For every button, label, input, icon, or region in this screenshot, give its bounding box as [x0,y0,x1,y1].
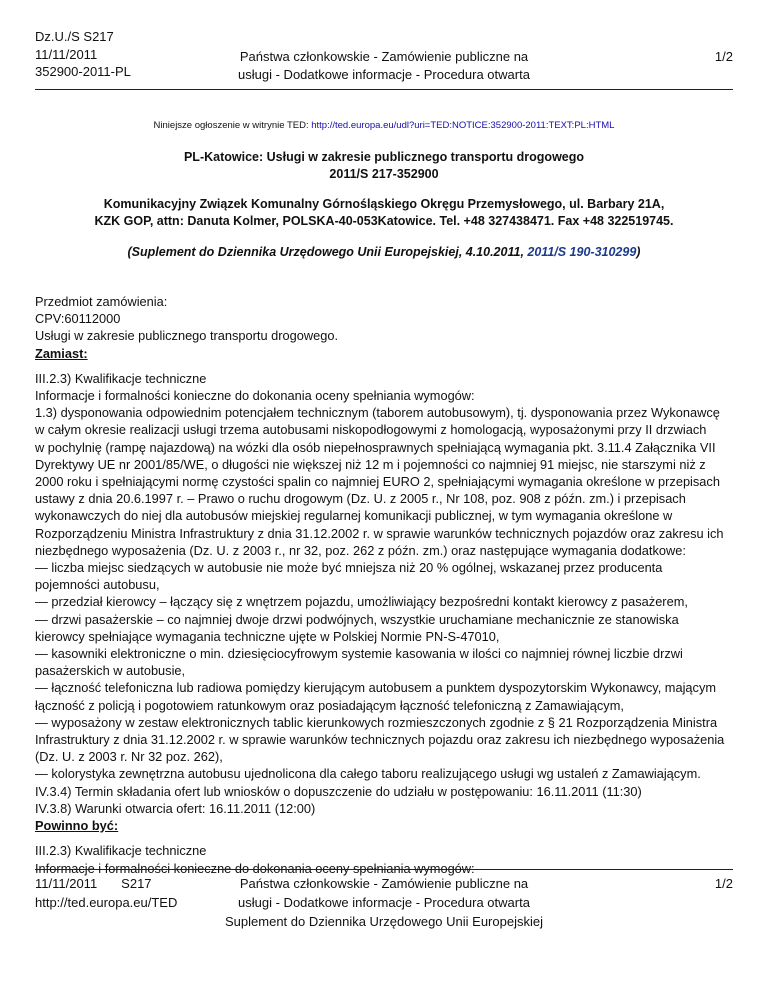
header-center [35,48,733,83]
footer-center [35,874,733,931]
header-notice-no: 352900-2011-PL [35,64,131,79]
footer-page-number: 1/2 [714,876,733,891]
instead-section-line: 2000 roku i spełniającymi normę czystości spalin co najmniej EURO 2, spełniającymi wymagania określone w przepisach [35,474,720,490]
footer-center-line2: usługi - Dodatkowe informacje - Procedura otwarta [238,895,530,910]
header-center-line2: usługi - Dodatkowe informacje - Procedura otwarta [238,66,530,82]
instead-section-line: kierowcy spełniające wymagania techniczne ujęte w Polskiej Normie PN-S-47010, [35,628,500,644]
should-section-heading: III.2.3) Kwalifikacje techniczne [35,843,207,859]
instead-section-line: pasażerskich w autobusie, [35,663,186,679]
supplement-prefix: (Suplement do Dziennika Urzędowego Unii Europejskiej, 4.10.2011, [127,245,528,259]
instead-section-text [35,404,733,817]
instead-section-line: pojemności autobusu, [35,577,160,593]
instead-label: Zamiast: [35,345,88,361]
instead-section-line: 1.3) dysponowania odpowiednim potencjałem technicznym (taborem autobusowym), tj. dysponowania przez Wykonawcę [35,405,720,421]
contracting-authority [0,196,768,230]
supplement-suffix: ) [636,245,641,259]
footer-divider [35,869,733,870]
instead-section-line: — kasowniki elektroniczne o min. dziesięciocyfrowym systemie kasowania w ilości co najmniej równej liczbie drzwi [35,646,683,662]
instead-section-line: ustawy z dnia 20.6.1997 r. – Prawo o ruchu drogowym (Dz. U. z 2005 r., Nr 108, poz. 908 z późn. zm.) i przepisach [35,491,686,507]
footer-code: S217 [121,876,152,891]
notice-title [0,149,768,183]
should-section-subheading: Informacje i formalności konieczne do dokonania oceny spełniania wymogów: [35,860,475,876]
instead-section-line: (Dz. U. z 2003 r. Nr 32 poz. 262), [35,749,223,765]
footer-center-line1: Państwa członkowskie - Zamówienie publiczne na [239,876,529,891]
notice-body [35,293,733,877]
ted-notice [0,120,768,131]
instead-section-subheading: Informacje i formalności konieczne do dokonania oceny spełniania wymogów: [35,388,475,404]
instead-section-line: Dyrektywy UE nr 2001/85/WE, o długości nie większej niż 12 m i pojemności co najmniej 91 miejsc, nie starszymi niż z [35,456,706,472]
instead-section-line: IV.3.4) Termin składania ofert lub wniosków o dopuszczenie do udziału w postępowaniu: 16.11.2011 (11:30) [35,783,642,799]
instead-section-line: — drzwi pasażerskie – co najmniej dwoje drzwi podwójnych, wszystkie uruchamiane mechanicznie ze stanowiska [35,611,679,627]
subject-description: Usługi w zakresie publicznego transportu drogowego. [35,328,339,344]
header-divider [35,89,733,90]
notice-title-line2: 2011/S 217-352900 [329,167,439,181]
subject-label: Przedmiot zamówienia: [35,294,168,309]
instead-section-line: w całym okresie realizacji usługi trzema autobusami niskopodłogowymi z homologacją, wyposażonymi przy II drzwiach [35,422,707,438]
page-header [35,28,733,86]
instead-section-line: wykonawczych do niej dla autobusów miejskiej regularnej komunikacji publicznej, w tym wymagania określone w [35,508,673,524]
instead-section-line: Infrastruktury z dnia 31.12.2002 r. w sprawie warunków technicznych pojazdu oraz zakresu ich niezbędnego wyposażenia [35,732,725,748]
page-footer [35,874,733,934]
instead-section-line: — liczba miejsc siedzących w autobusie nie może być mniejsza niż 20 % ogólnej, wskazanej przez producenta [35,560,663,576]
instead-section-line: w pochylnię (rampę najazdową) na wózki dla osób niepełnosprawnych spełniającą wymagania pkt. 3.11.4 Załącznika VII [35,439,716,455]
supplement-link[interactable]: 2011/S 190-310299 [527,245,637,259]
should-be-label: Powinno być: [35,818,119,834]
header-doc-id: Dz.U./S S217 [35,29,114,44]
instead-section-line: łączność z policją i pogotowiem ratunkowym oraz posiadającym łączność telefoniczną z Zamawiającym, [35,697,624,713]
contracting-authority-line2: KZK GOP, attn: Danuta Kolmer, POLSKA-40-053Katowice. Tel. +48 327438471. Fax +48 322519745. [94,214,674,228]
instead-section-line: — przedział kierowcy – łączący się z wnętrzem pojazdu, umożliwiający bezpośredni kontakt kierowcy z pasażerem, [35,594,688,610]
header-date: 11/11/2011 [35,46,98,62]
instead-section-line: — łączność telefoniczna lub radiowa pomiędzy kierującym autobusem a punktem dyspozytorskim Wykonawcy, mającym [35,680,717,696]
header-page-number: 1/2 [714,49,733,64]
instead-section-line: — kolorystyka zewnętrzna autobusu ujednolicona dla całego taboru realizującego usługi wg ustaleń z Zamawiającym. [35,766,701,782]
footer-center-line3: Suplement do Dziennika Urzędowego Unii Europejskiej [225,914,543,929]
instead-section-line: Rozporządzeniu Ministra Infrastruktury z dnia 31.12.2002 r. w sprawie warunków technicznych pojazdów oraz zakresu ich [35,525,724,541]
footer-url: http://ted.europa.eu/TED [35,895,178,910]
supplement-reference [0,245,768,259]
header-center-line1: Państwa członkowskie - Zamówienie publiczne na [239,49,529,64]
subject-cpv: CPV:60112000 [35,311,121,327]
ted-notice-link[interactable]: http://ted.europa.eu/udl?uri=TED:NOTICE:352900-2011:TEXT:PL:HTML [311,120,615,131]
footer-date: 11/11/2011 [35,876,98,891]
instead-section-line: niezbędnego wyposażenia (Dz. U. z 2003 r., nr 32, poz. 262 z późn. zm.) oraz następujące wymagania dodatkowe: [35,542,686,558]
contracting-authority-line1: Komunikacyjny Związek Komunalny Górnośląskiego Okręgu Przemysłowego, ul. Barbary 21A, [103,197,665,211]
instead-section-heading: III.2.3) Kwalifikacje techniczne [35,370,207,386]
instead-section-line: IV.3.8) Warunki otwarcia ofert: 16.11.2011 (12:00) [35,800,316,816]
instead-section-line: — wyposażony w zestaw elektronicznych tablic kierunkowych rozmieszczonych zgodnie z § 21 Rozporządzenia Ministra [35,714,718,730]
notice-title-line1: PL-Katowice: Usługi w zakresie publicznego transportu drogowego [183,150,585,164]
ted-notice-prefix: Niniejsze ogłoszenie w witrynie TED: [153,120,312,131]
